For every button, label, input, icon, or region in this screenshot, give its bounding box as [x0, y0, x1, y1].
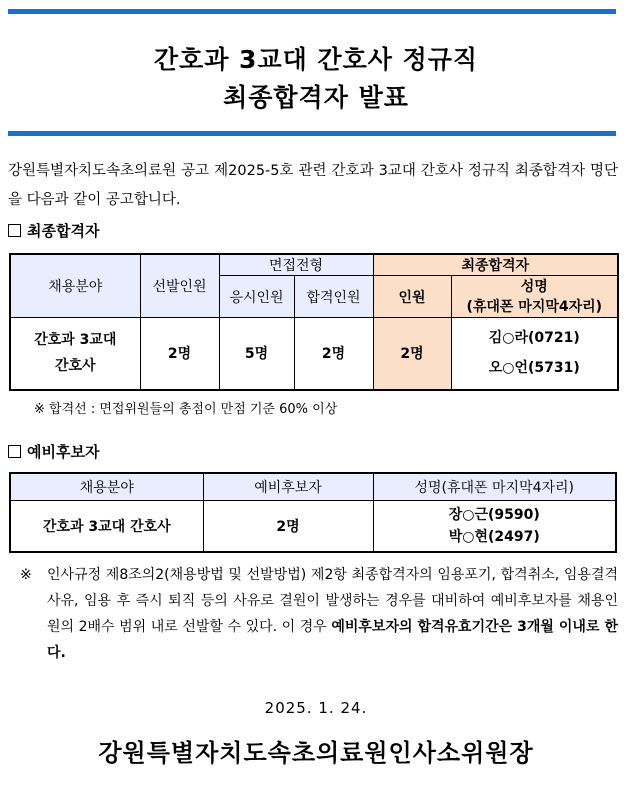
reserve-name-2: 박○현(2497): [448, 528, 540, 545]
reserve-section-title: 예비후보자: [27, 443, 100, 461]
final-name-2: 오○언(5731): [488, 360, 580, 377]
title-bottom-rule: [8, 131, 616, 136]
checkbox-square-icon: [8, 224, 21, 237]
reserve-col-field-header: 채용분야: [10, 473, 203, 500]
announcement-intro: 강원특별자치도속초의료원 공고 제2025-5호 관련 간호과 3교대 간호사 정규직 최종합격자 명단을 다음과 같이 공고합니다.: [8, 163, 618, 208]
issuer-name: 강원특별자치도속초의료원인사소위원장: [98, 739, 534, 767]
final-quota-cell: 2명: [140, 318, 219, 390]
passing-line-note: ※ 합격선 : 면접위원들의 총점이 만점 기준 60% 이상: [34, 402, 338, 417]
final-passed-cell: 2명: [294, 318, 373, 390]
col-name-header: [451, 276, 618, 318]
note-body: [47, 562, 618, 666]
reserve-count-cell: 2명: [203, 500, 373, 552]
note-text: 인사규정 제8조의2(채용방법 및 선발방법) 제2항 최종합격자의 임용포기, 합격취소, 임용결격 사유, 임용 후 즉시 퇴직 등의 사유로 결원이 발생하는 경우를 대비하여 예비후보자를 채용인원의 2배수 범위 내로 선발할 수 있다. 이 경우: [47, 567, 618, 635]
col-passed-header: 합격인원: [294, 276, 373, 318]
note-mark: ※: [20, 567, 32, 583]
final-name-1: 김○라(0721): [488, 330, 580, 347]
note-bold-text: 예비후보자의 합격유효기간은 3개월 이내로 한다.: [47, 619, 618, 661]
final-field-cell: [10, 318, 140, 390]
final-count-cell: 2명: [373, 318, 451, 390]
reserve-col-count-header: 예비후보자: [203, 473, 373, 500]
col-name-sublabel: (휴대폰 마지막4자리): [466, 298, 603, 315]
final-applicants-cell: 5명: [219, 318, 294, 390]
final-names-cell: [451, 318, 618, 390]
interview-group-header: 면접전형: [219, 254, 373, 276]
final-section-title: 최종합격자: [27, 222, 100, 240]
final-results-table: [9, 253, 619, 391]
announcement-date: 2025. 1. 24.: [264, 699, 368, 717]
page-title-line2: 최종합격자 발표: [223, 83, 409, 112]
col-quota-header: 선발인원: [140, 254, 219, 318]
reserve-names-cell: [373, 500, 616, 552]
col-applicants-header: 응시인원: [219, 276, 294, 318]
checkbox-square-icon: [8, 445, 21, 458]
final-group-header: 최종합격자: [373, 254, 618, 276]
top-rule: [8, 9, 616, 14]
reserve-section-heading: [8, 441, 99, 462]
page-title-line1: 간호과 3교대 간호사 정규직: [153, 45, 479, 74]
col-count-header: 인원: [373, 276, 451, 318]
final-field-line1: 간호과 3교대: [34, 332, 117, 349]
col-name-label: 성명: [520, 278, 548, 295]
col-field-header: 채용분야: [10, 254, 140, 318]
reserve-table: [9, 472, 617, 553]
reserve-col-name-header: 성명(휴대폰 마지막4자리): [373, 473, 616, 500]
reserve-name-1: 장○근(9590): [448, 506, 540, 523]
reserve-regulation-note: [20, 562, 618, 666]
final-section-heading: [8, 220, 99, 241]
final-field-line2: 간호사: [54, 358, 96, 375]
reserve-field-cell: 간호과 3교대 간호사: [10, 500, 203, 552]
